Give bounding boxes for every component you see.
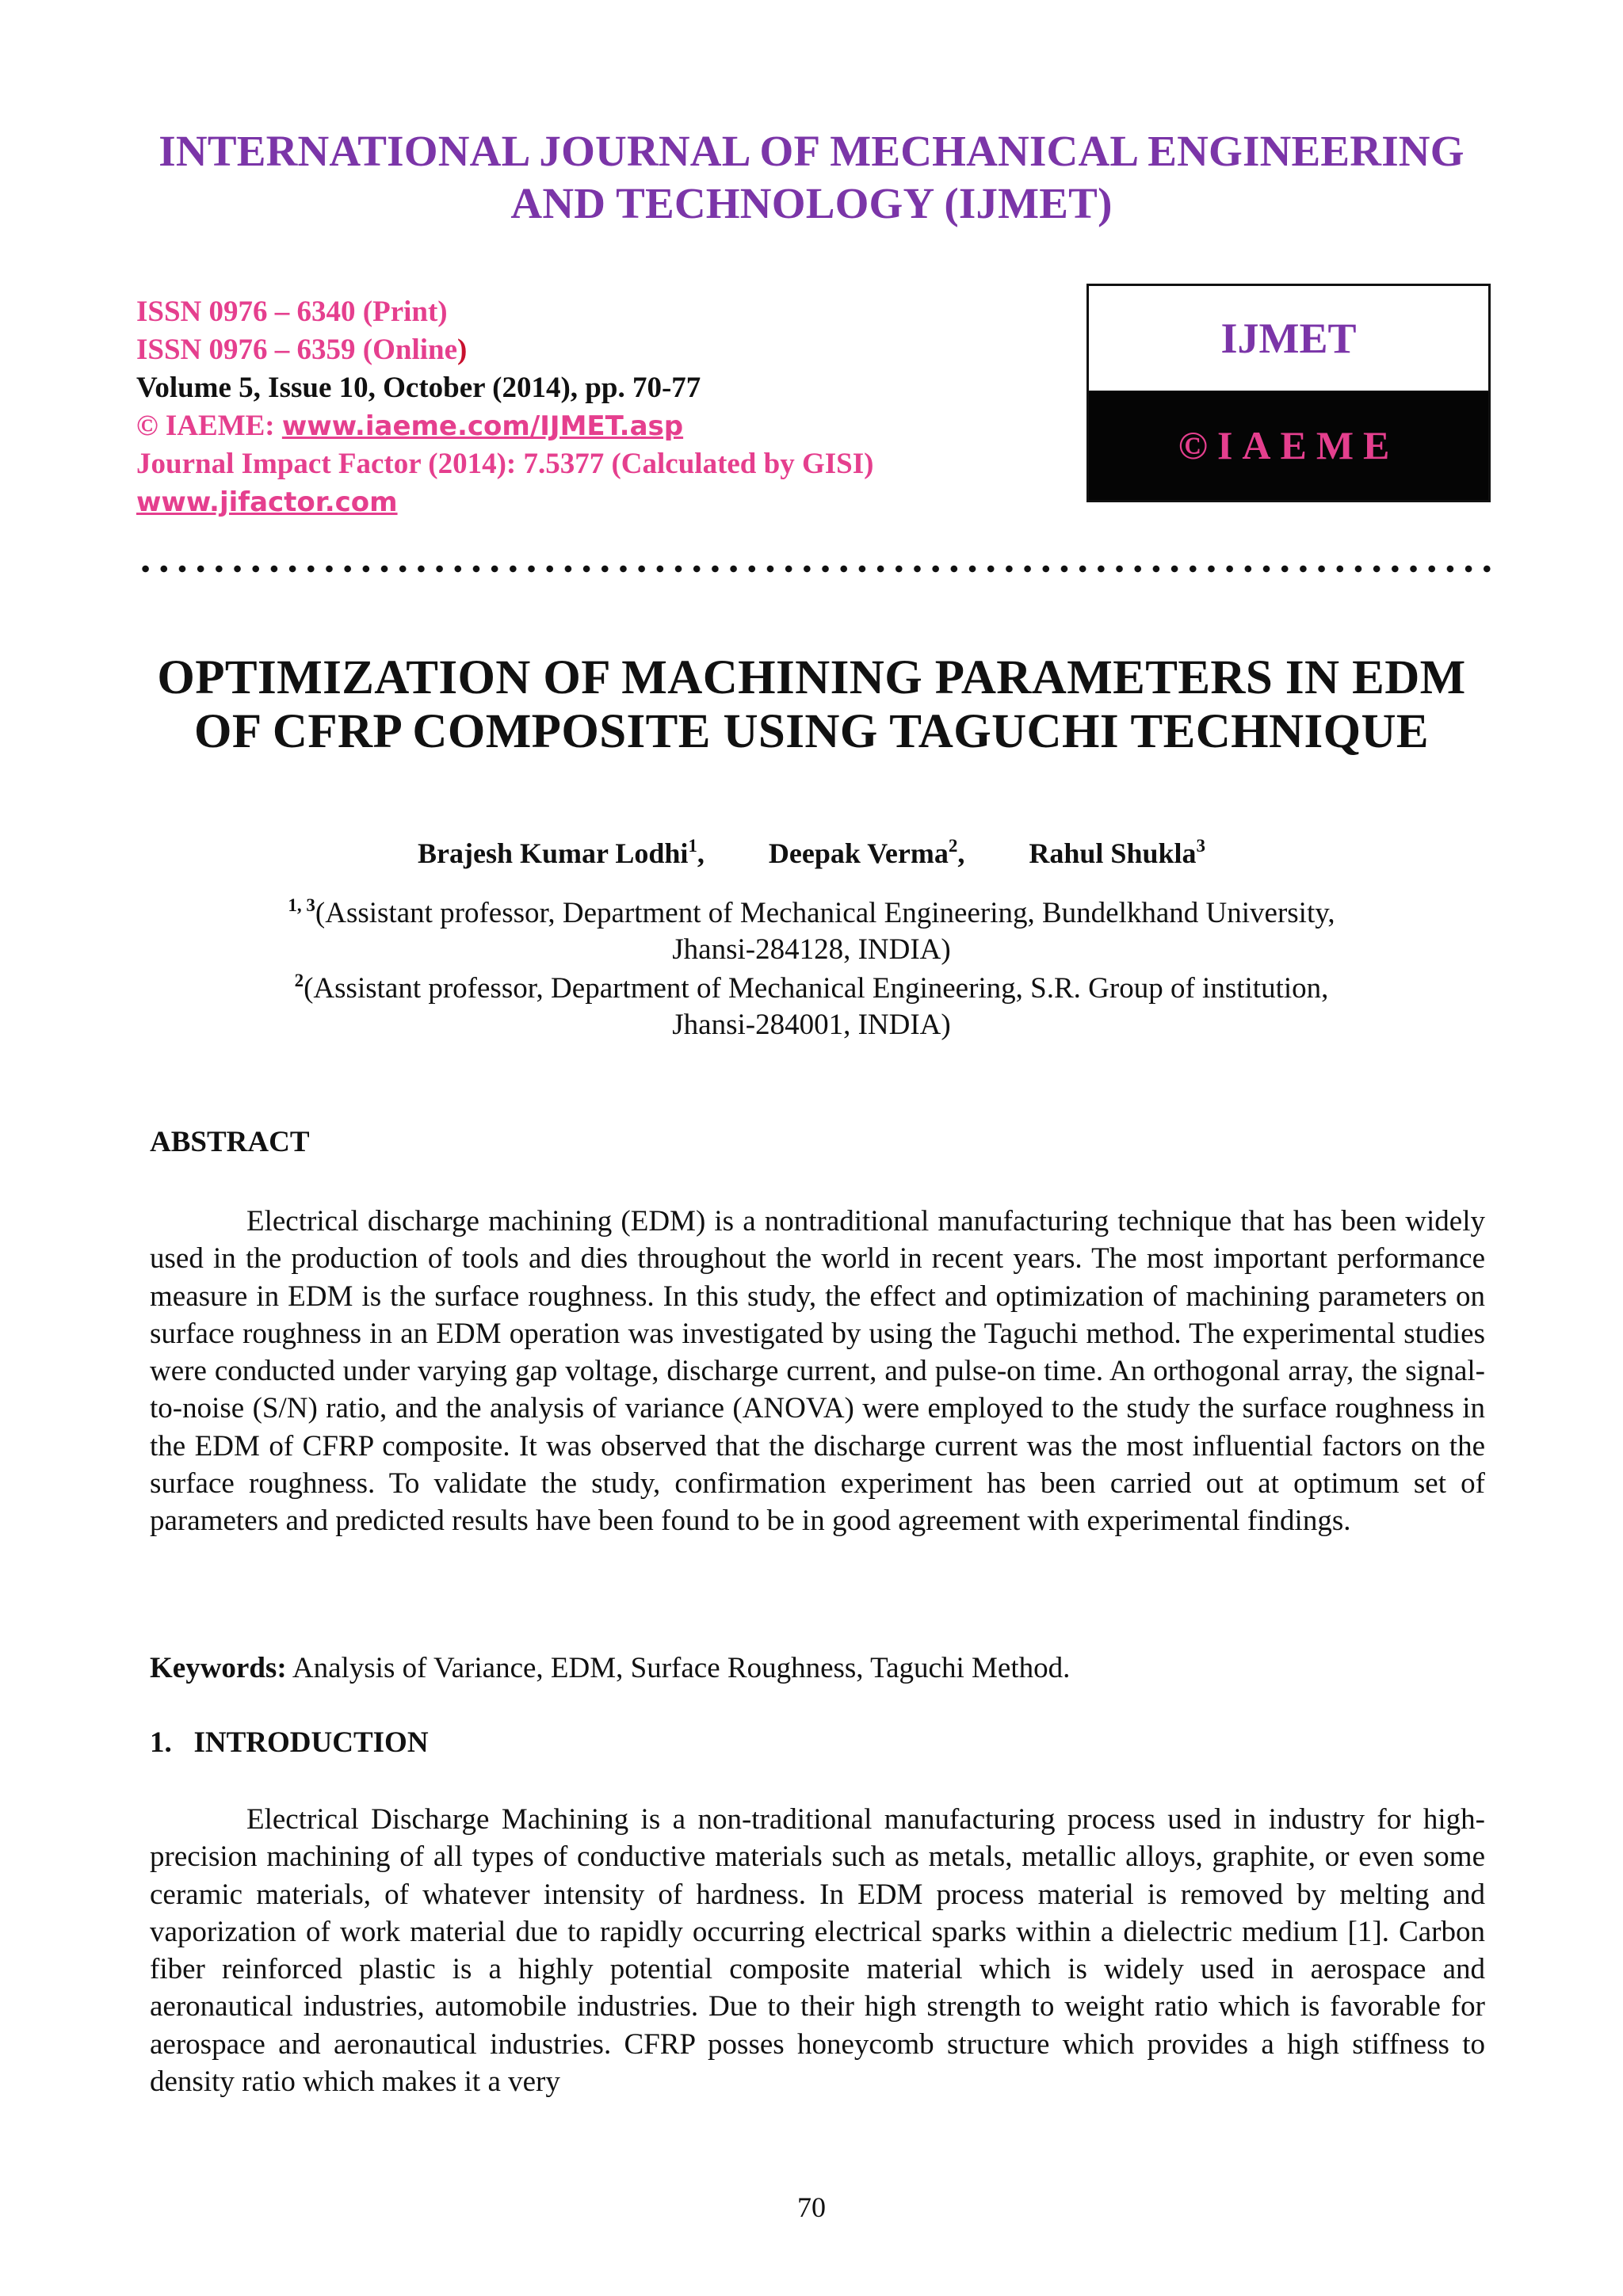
issn-online-closing-paren: ) [457,334,468,366]
journal-metadata [136,293,1040,521]
author-name: Deepak Verma [768,837,949,869]
introduction-body [150,1801,1485,2100]
volume-info: Volume 5, Issue 10, October (2014), pp. 70-77 [136,372,701,404]
affiliations [95,895,1528,1043]
journal-title-line-1: INTERNATIONAL JOURNAL OF MECHANICAL ENGINEERING [158,127,1465,175]
keywords [150,1650,1485,1687]
author-list [95,834,1528,872]
introduction-paragraph: Electrical Discharge Machining is a non-traditional manufacturing process used in industry for high-precision machining of all types of conductive materials such as metals, metallic alloys, graphite, or even some ceramic materials, of whatever intensity of hardness. In EDM process material is removed by melting and vaporization of work material due to rapidly occurring electrical sparks within a dielectric medium [1]. Carbon fiber reinforced plastic is a highly potential composite material which is widely used in aerospace and aeronautical industries, automobile industries. Due to their high strength to weight ratio which is favorable for aerospace and aeronautical industries. CFRP posses honeycomb structure which provides a high stiffness to density ratio which makes it a very [150,1803,1485,2099]
issn-print: ISSN 0976 – 6340 (Print) [136,296,448,328]
author-name: Rahul Shukla [1029,837,1197,869]
affiliation-line-1: (Assistant professor, Department of Mechanical Engineering, Bundelkhand University, [315,897,1335,929]
paper-title [95,651,1528,759]
iaeme-link[interactable]: www.iaeme.com/IJMET.asp [281,410,684,442]
page-number: 70 [797,2191,826,2223]
jifactor-link[interactable]: www.jifactor.com [136,486,398,518]
affiliation-marker: 2 [294,971,304,990]
author [418,834,705,872]
impact-factor: Journal Impact Factor (2014): 7.5377 (Calculated by GISI) [136,448,874,480]
affiliation [95,895,1528,932]
issn-online-text: ISSN 0976 – 6359 (Online [136,334,458,366]
author-name: Brajesh Kumar Lodhi [417,837,689,869]
logo-iaeme-text: ©IAEME [1089,391,1488,500]
abstract-body [150,1203,1485,1540]
abstract-paragraph: Electrical discharge machining (EDM) is a nontraditional manufacturing technique that has been widely used in the production of tools and dies throughout the world in recent years. The most important performance measure in EDM is the surface roughness. In this study, the effect and optimization of machining parameters on surface roughness in an EDM operation was investigated by using the Taguchi method. The experimental studies were conducted under varying gap voltage, discharge current, and pulse-on time. An orthogonal array, the signal-to-noise (S/N) ratio, and the analysis of variance (ANOVA) were employed to the study the surface roughness in the EDM of CFRP composite. It was observed that the discharge current was the most influential factors on the surface roughness. To validate the study, confirmation experiment has been carried out at optimum set of parameters and predicted results have been found to be in good agreement with experimental findings. [150,1205,1485,1538]
logo-ijmet-text: IJMET [1089,286,1488,391]
copyright-line [136,407,1040,445]
affiliation-line-1: (Assistant professor, Department of Mechanical Engineering, S.R. Group of institution, [304,972,1329,1005]
affiliation-marker: 1, 3 [288,895,315,915]
author-affiliation-marker: 2 [948,836,958,856]
author-separator: , [697,837,705,869]
author [1029,834,1205,872]
issn-online [136,331,1040,369]
journal-title [79,125,1544,230]
copyright-prefix: © IAEME: [136,410,282,442]
author-affiliation-marker: 3 [1196,836,1206,856]
dotted-divider [136,565,1499,573]
abstract-heading: ABSTRACT [150,1126,310,1158]
journal-logo [1086,284,1491,502]
author-affiliation-marker: 1 [688,836,697,856]
affiliation-line-2: Jhansi-284128, INDIA) [672,933,951,966]
affiliation-line-2: Jhansi-284001, INDIA) [672,1009,951,1041]
author [769,834,965,872]
introduction-heading: 1. INTRODUCTION [150,1726,429,1759]
journal-title-line-2: AND TECHNOLOGY (IJMET) [510,179,1113,227]
author-separator: , [957,837,965,869]
affiliation [95,971,1528,1007]
keywords-text: Analysis of Variance, EDM, Surface Roughness, Taguchi Method. [286,1652,1071,1684]
keywords-label: Keywords: [150,1652,287,1684]
paper-title-line-2: OF CFRP COMPOSITE USING TAGUCHI TECHNIQUE [194,705,1429,758]
paper-title-line-1: OPTIMIZATION OF MACHINING PARAMETERS IN EDM [157,651,1466,704]
